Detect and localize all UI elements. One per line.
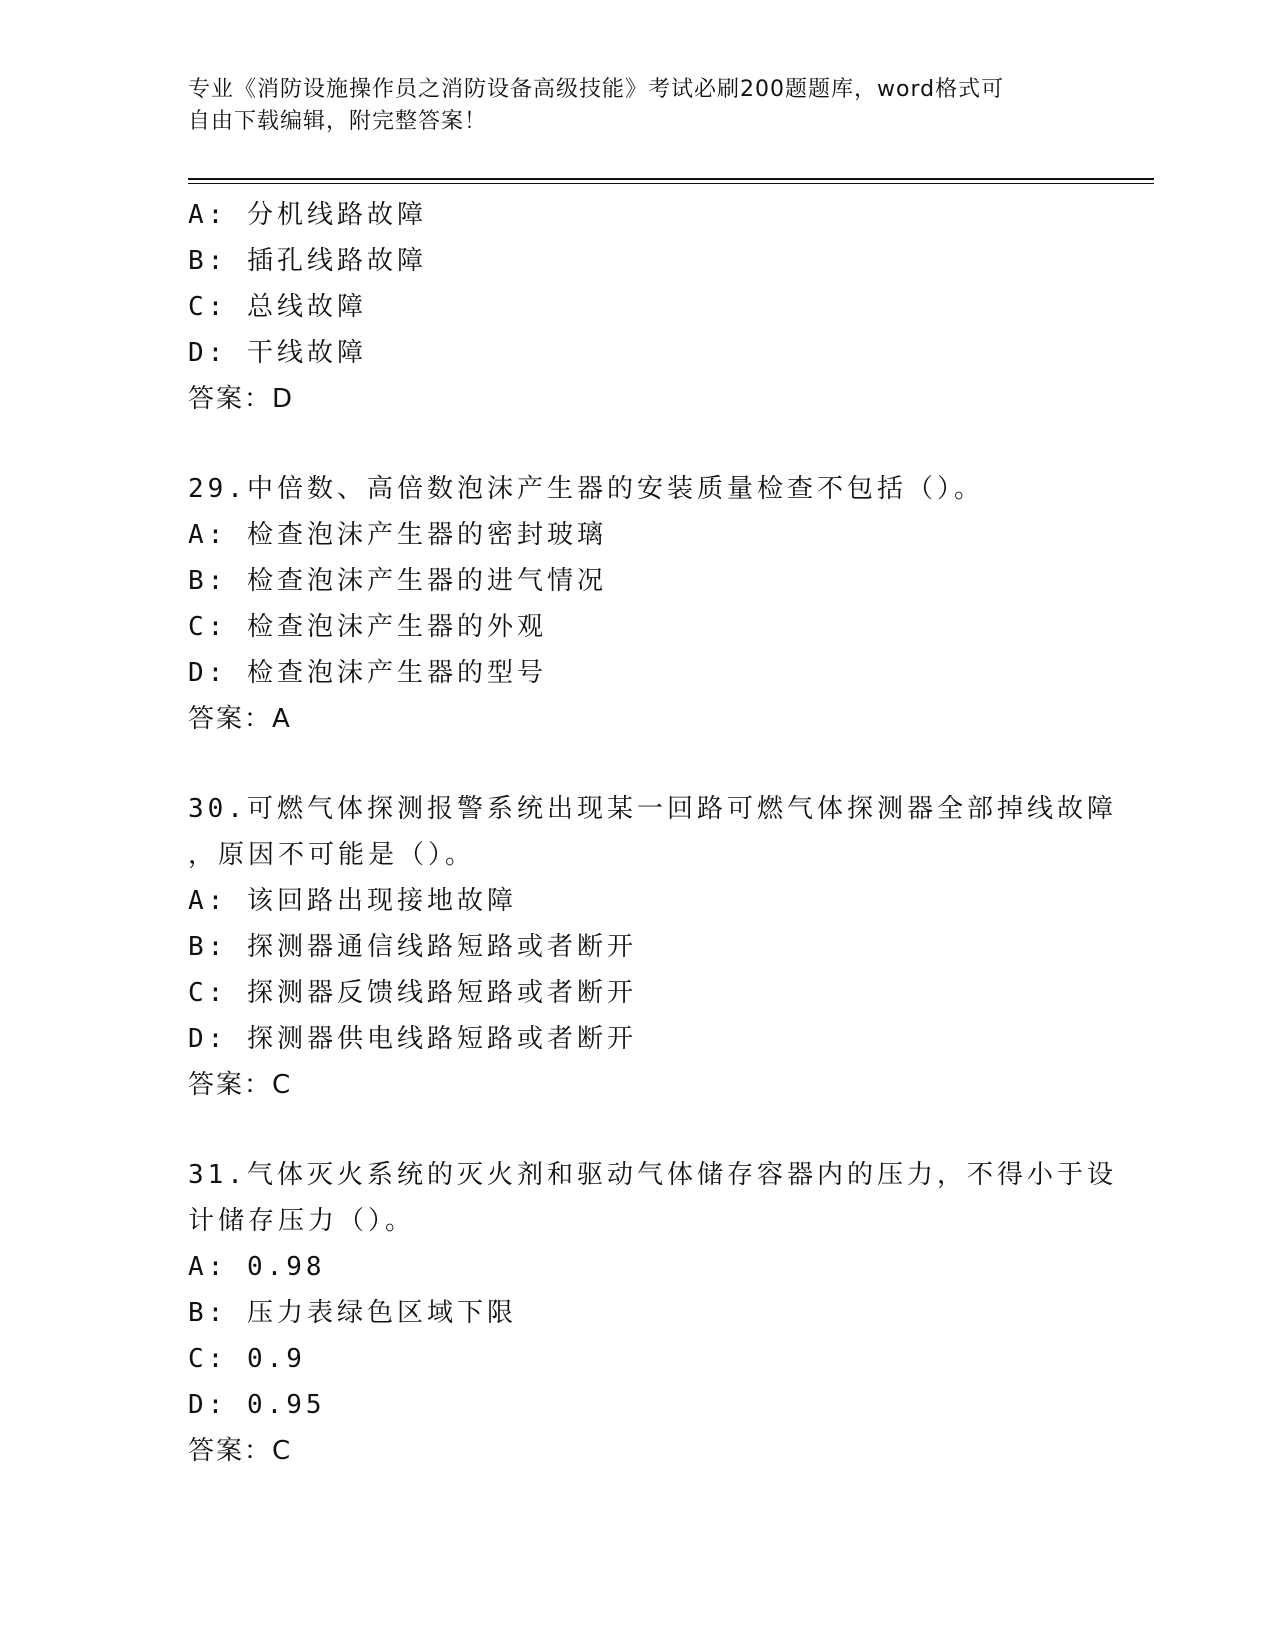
question-28-continued [188,192,1088,422]
option-b: B: 探测器通信线路短路或者断开 [188,932,637,962]
option-c: C: 总线故障 [188,292,367,322]
question-30 [188,786,1117,1108]
question-31 [188,1152,1117,1474]
question-stem-line-2: 计储存压力（）。 [188,1206,416,1236]
question-29 [188,466,1088,742]
option-d: D: 检查泡沫产生器的型号 [188,658,547,688]
question-stem-line-2: ，原因不可能是（）。 [188,840,476,870]
option-a: A: 该回路出现接地故障 [188,886,517,916]
option-a: A: 检查泡沫产生器的密封玻璃 [188,520,607,550]
option-b: B: 压力表绿色区域下限 [188,1298,517,1328]
option-d: D: 探测器供电线路短路或者断开 [188,1024,637,1054]
answer: 答案：C [188,1070,293,1100]
option-c: C: 检查泡沫产生器的外观 [188,612,547,642]
option-d: D: 0.95 [188,1390,326,1420]
question-stem: 29.中倍数、高倍数泡沫产生器的安装质量检查不包括（）。 [188,474,984,504]
document-header [188,74,1068,138]
option-c: C: 探测器反馈线路短路或者断开 [188,978,637,1008]
header-line-1: 专业《消防设施操作员之消防设备高级技能》考试必刷200题题库，word格式可 [188,77,1005,102]
header-line-2: 自由下载编辑，附完整答案！ [188,109,488,134]
answer: 答案：A [188,704,292,734]
option-c: C: 0.9 [188,1344,306,1374]
question-stem-line-1: 31.气体灭火系统的灭火剂和驱动气体储存容器内的压力，不得小于设 [188,1160,1117,1190]
answer: 答案：C [188,1436,293,1466]
option-b: B: 插孔线路故障 [188,246,427,276]
option-a: A: 0.98 [188,1252,326,1282]
option-b: B: 检查泡沫产生器的进气情况 [188,566,607,596]
option-d: D: 干线故障 [188,338,367,368]
header-divider-thin [188,183,1154,184]
option-a: A: 分机线路故障 [188,200,427,230]
question-stem-line-1: 30.可燃气体探测报警系统出现某一回路可燃气体探测器全部掉线故障 [188,794,1117,824]
header-divider-thick [188,178,1154,180]
answer: 答案：D [188,384,295,414]
question-list [188,192,1117,1474]
